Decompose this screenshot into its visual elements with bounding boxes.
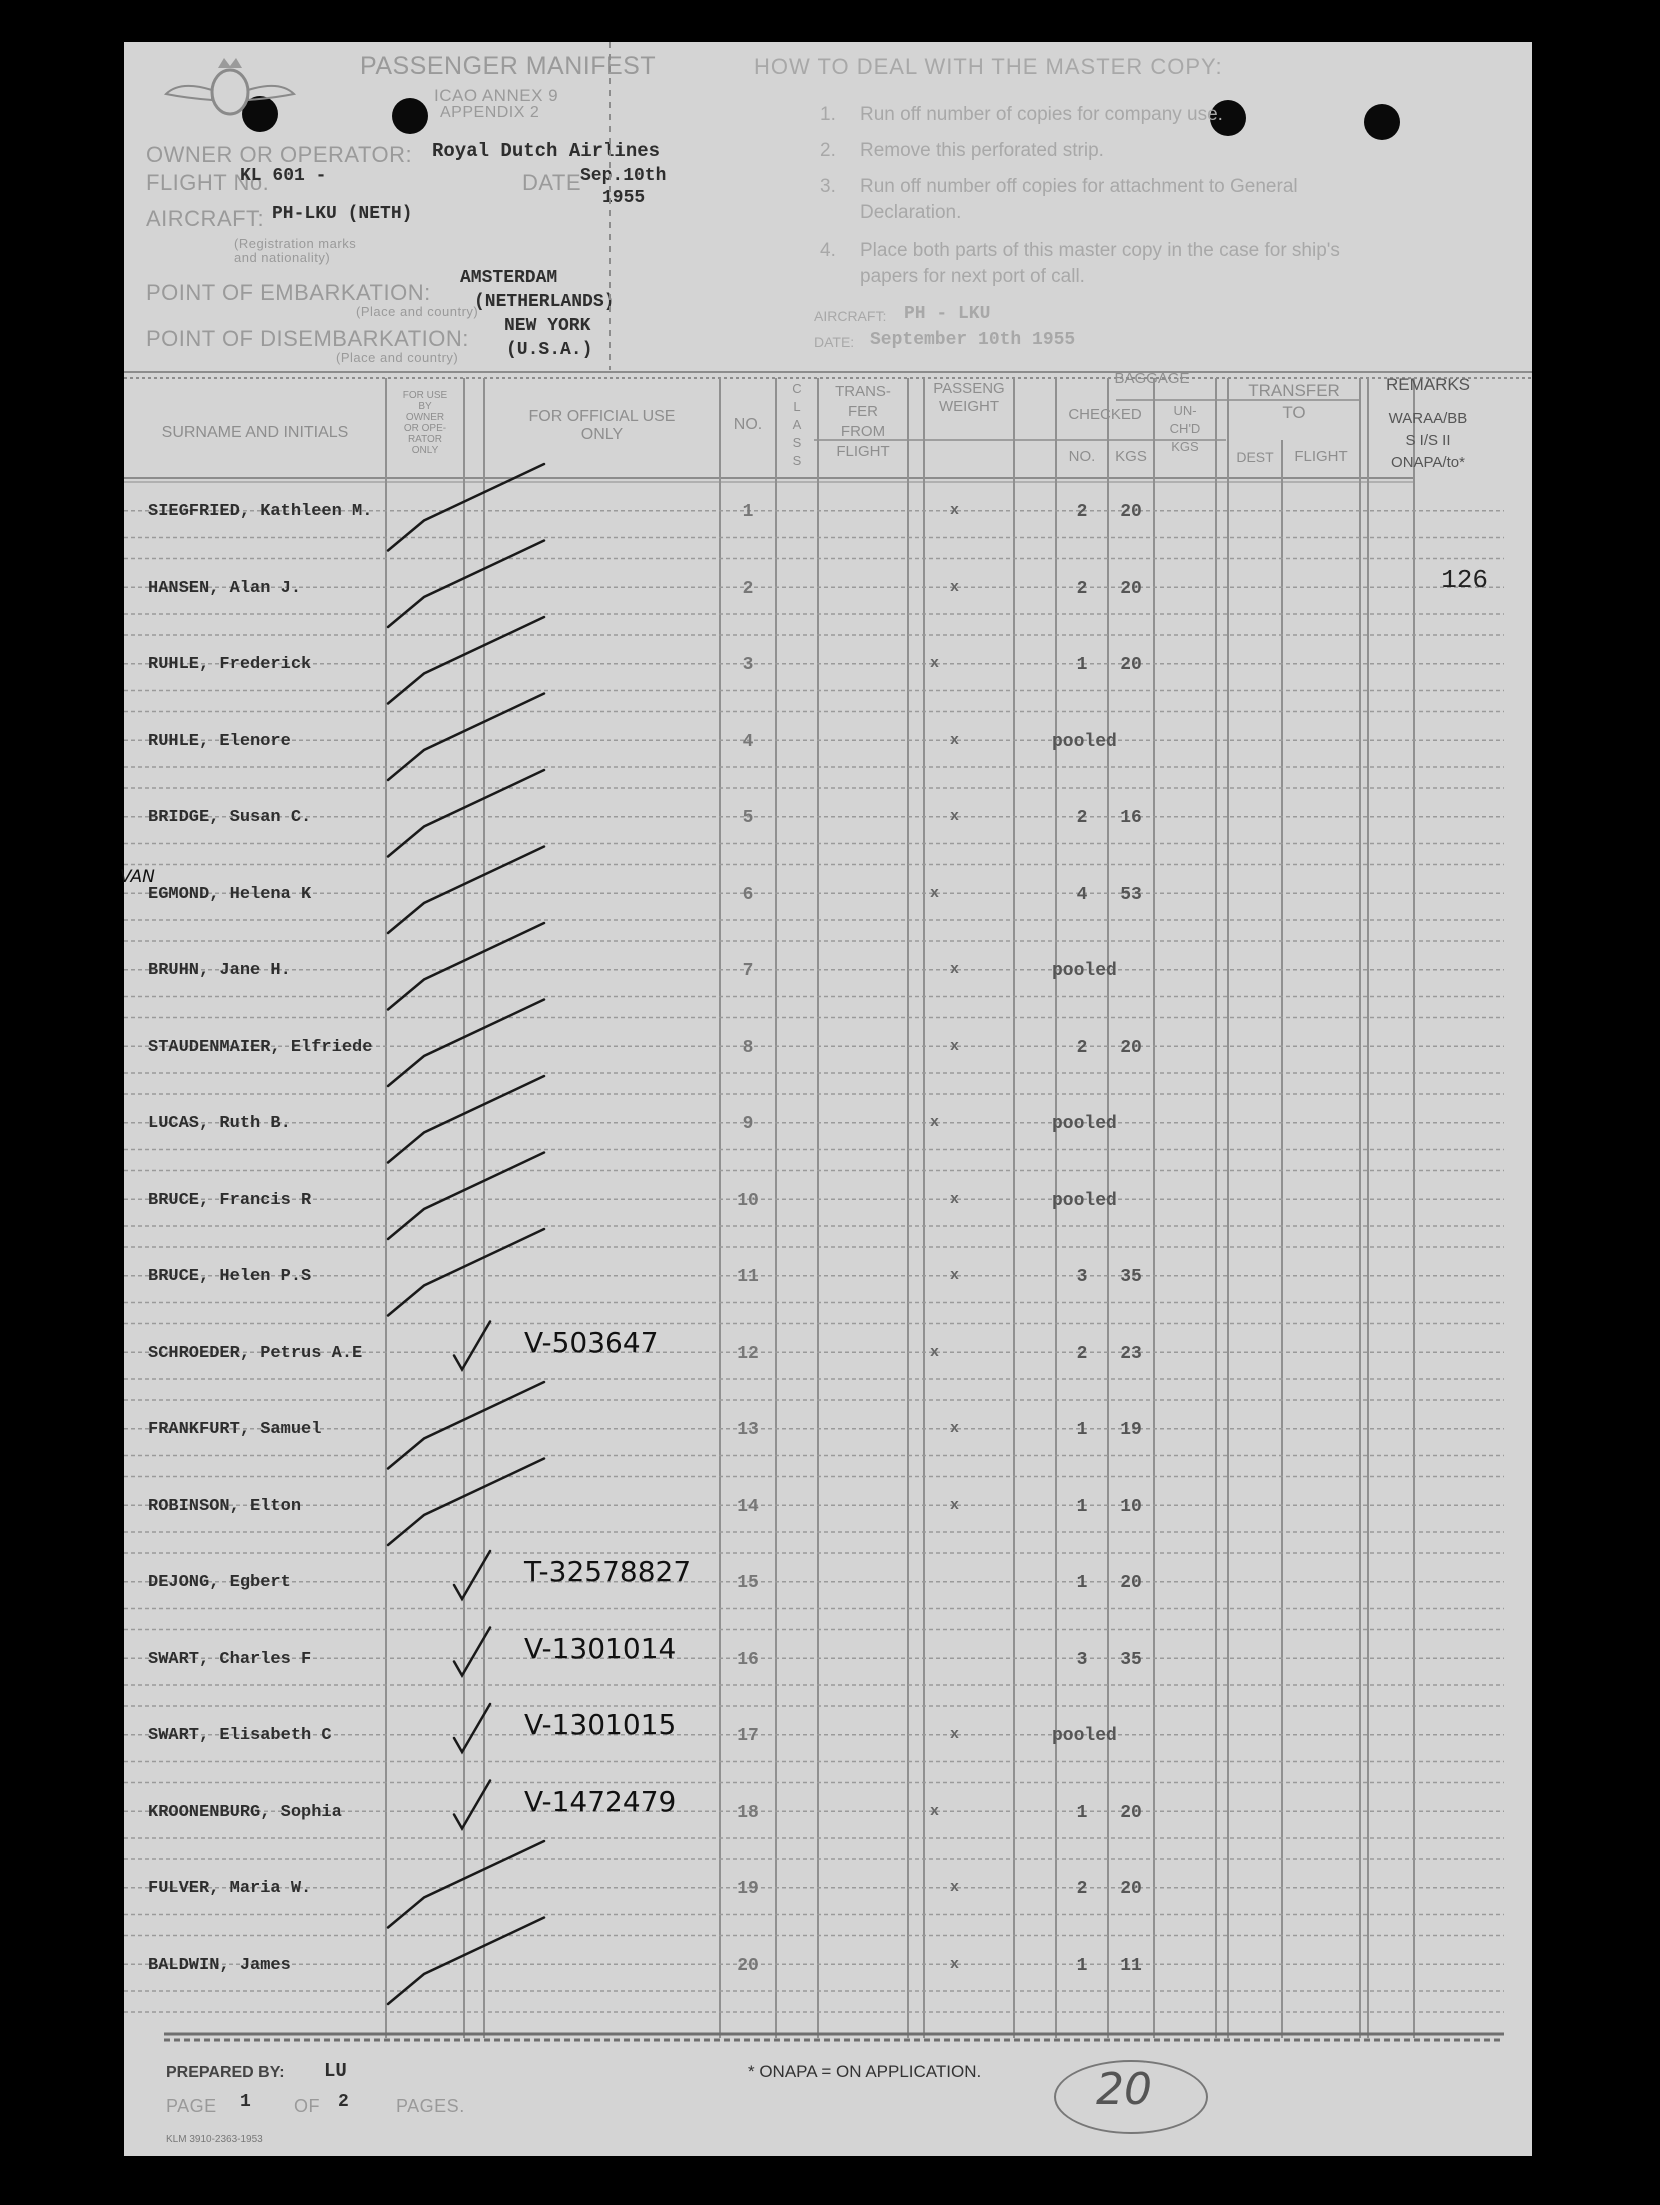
of-label: OF xyxy=(294,2096,320,2116)
instructions-aircraft-value: PH - LKU xyxy=(904,304,991,324)
header-bag-no: NO. xyxy=(1068,448,1096,465)
weight-mark: x xyxy=(950,578,960,596)
instruction-text: Run off number of copies for company use. xyxy=(860,104,1223,125)
weight-mark: x xyxy=(950,1267,960,1284)
baggage-count: 3 xyxy=(1076,1649,1088,1670)
header-line: FOR OFFICIAL USE xyxy=(528,408,676,425)
baggage-count: 2 xyxy=(1076,1037,1088,1058)
table-row xyxy=(124,484,1532,561)
baggage-pooled: pooled xyxy=(1052,731,1117,752)
table-row xyxy=(124,1173,1532,1250)
header-line: L xyxy=(793,399,801,414)
row-number: 14 xyxy=(737,1496,759,1517)
header-line: WARAA/BB xyxy=(1388,410,1468,427)
header-owner-use xyxy=(386,390,464,456)
header-kgs: KGS xyxy=(1115,448,1147,465)
header-passenger-weight xyxy=(924,380,1014,416)
date-value-1: Sep.10th xyxy=(580,166,667,186)
aircraft-label: AIRCRAFT: xyxy=(146,206,265,231)
weight-mark: x xyxy=(950,1726,960,1743)
baggage-kgs: 35 xyxy=(1120,1267,1142,1287)
header-line: TRANSFER xyxy=(1248,381,1340,400)
row-number: 15 xyxy=(737,1573,759,1593)
header-unchecked xyxy=(1154,402,1216,456)
header-line: KGS xyxy=(1171,439,1199,454)
disembark-value-1: NEW YORK xyxy=(504,316,591,336)
table-row xyxy=(120,866,1532,944)
header-line: WEIGHT xyxy=(939,398,999,415)
handwritten-id: V-503647 xyxy=(524,1325,659,1359)
instructions-date-label: DATE: xyxy=(814,334,855,350)
row-number: 16 xyxy=(737,1649,759,1670)
baggage-pooled: pooled xyxy=(1052,961,1117,981)
row-number: 19 xyxy=(737,1879,759,1899)
table-row xyxy=(124,1096,1532,1173)
weight-mark: x xyxy=(950,1879,960,1896)
header-baggage: BAGGAGE xyxy=(1114,370,1190,387)
instruction-num: 4. xyxy=(820,240,836,261)
place-note-2: (Place and country) xyxy=(336,350,459,365)
weight-mark: x xyxy=(950,1420,960,1437)
table-row xyxy=(124,561,1532,638)
passenger-name: STAUDENMAIER, Elfriede xyxy=(148,1037,373,1057)
passenger-name: RUHLE, Elenore xyxy=(148,731,291,751)
remarks-value: 126 xyxy=(1441,564,1488,595)
weight-mark: x xyxy=(950,1190,960,1208)
header-no: NO. xyxy=(733,416,763,433)
annex-line-2: APPENDIX 2 xyxy=(440,104,540,121)
passenger-name: SCHROEDER, Petrus A.E xyxy=(148,1343,363,1363)
passenger-name: EGMOND, Helena K xyxy=(148,884,312,904)
header-dest: DEST xyxy=(1236,449,1274,465)
baggage-kgs: 20 xyxy=(1120,578,1142,599)
header-line: C xyxy=(792,381,802,396)
passenger-name: ROBINSON, Elton xyxy=(148,1496,302,1516)
instruction-text: Run off number off copies for attachment to General xyxy=(860,176,1298,197)
header-surname: SURNAME AND INITIALS xyxy=(161,424,349,441)
header-line: ONAPA/to* xyxy=(1391,454,1465,471)
table-row xyxy=(124,1785,1532,1862)
weight-mark: x xyxy=(950,1037,960,1055)
page-value: 1 xyxy=(240,2092,251,2112)
passenger-name: BRIDGE, Susan C. xyxy=(148,808,312,827)
baggage-pooled: pooled xyxy=(1052,1114,1117,1134)
header-remarks: REMARKS xyxy=(1385,375,1471,394)
disembark-value-2: (U.S.A.) xyxy=(506,340,593,360)
row-number: 11 xyxy=(737,1267,759,1287)
owner-label: OWNER OR OPERATOR: xyxy=(146,142,413,167)
table-row xyxy=(124,1020,1532,1097)
passenger-name: SWART, Elisabeth C xyxy=(148,1726,332,1745)
header-line: S xyxy=(792,435,802,450)
weight-mark: x xyxy=(950,502,960,519)
header-line: FER xyxy=(848,403,878,420)
header-line: S xyxy=(792,453,802,468)
passenger-name: BRUCE, Helen P.S xyxy=(148,1267,312,1286)
row-number: 2 xyxy=(742,578,754,599)
weight-mark: x xyxy=(930,655,940,672)
baggage-count: 3 xyxy=(1076,1267,1088,1287)
baggage-count: 2 xyxy=(1076,1343,1088,1364)
baggage-count: 2 xyxy=(1076,578,1088,599)
baggage-count: 2 xyxy=(1076,502,1088,522)
baggage-count: 1 xyxy=(1076,655,1088,675)
baggage-count: 1 xyxy=(1076,1420,1088,1440)
instruction-text: Place both parts of this master copy in the case for ship's xyxy=(860,240,1340,261)
row-number: 17 xyxy=(737,1726,759,1746)
header-line: OWNER xyxy=(405,412,445,423)
header-line: TRANS- xyxy=(835,383,891,400)
baggage-kgs: 20 xyxy=(1120,1802,1142,1823)
header-class xyxy=(776,380,818,470)
header-line: FOR USE xyxy=(402,390,448,401)
table-row xyxy=(124,1938,1532,2015)
baggage-kgs: 10 xyxy=(1120,1496,1142,1517)
passenger-name: LUCAS, Ruth B. xyxy=(148,1114,291,1133)
table-row xyxy=(124,714,1532,791)
instruction-num: 1. xyxy=(820,104,836,125)
table-row xyxy=(124,1402,1532,1479)
passenger-name: HANSEN, Alan J. xyxy=(148,578,302,598)
weight-mark: x xyxy=(950,731,960,749)
header-transfer-to xyxy=(1228,380,1360,424)
header-line: UN- xyxy=(1173,403,1197,418)
baggage-count: 1 xyxy=(1076,1802,1088,1823)
passenger-name: BALDWIN, James xyxy=(148,1955,291,1975)
header-line: RATOR xyxy=(407,434,443,445)
of-value: 2 xyxy=(338,2092,349,2112)
baggage-count: 2 xyxy=(1076,1879,1088,1899)
row-number: 4 xyxy=(742,731,754,752)
weight-mark: x xyxy=(950,1496,960,1514)
baggage-kgs: 35 xyxy=(1120,1649,1142,1670)
baggage-kgs: 20 xyxy=(1120,1573,1142,1593)
row-number: 20 xyxy=(737,1955,759,1976)
passenger-name: KROONENBURG, Sophia xyxy=(148,1802,342,1822)
instructions-heading: HOW TO DEAL WITH THE MASTER COPY: xyxy=(754,54,1223,79)
table-row xyxy=(124,1326,1532,1403)
prepared-value: LU xyxy=(324,2060,347,2082)
row-number: 10 xyxy=(737,1190,759,1211)
header-line: A xyxy=(792,417,802,432)
instruction-text: papers for next port of call. xyxy=(860,266,1085,287)
instruction-text: Remove this perforated strip. xyxy=(860,140,1104,161)
baggage-kgs: 53 xyxy=(1120,884,1142,905)
embark-value-1: AMSTERDAM xyxy=(460,268,558,288)
baggage-count: 2 xyxy=(1076,808,1088,828)
table-row xyxy=(124,1708,1532,1785)
header-official-use xyxy=(484,408,720,444)
table-row xyxy=(124,1632,1532,1709)
passenger-name: RUHLE, Frederick xyxy=(148,655,312,674)
pages-label: PAGES. xyxy=(396,2096,465,2116)
table-row xyxy=(124,943,1532,1020)
header-line: OR OPE- xyxy=(403,423,447,434)
flight-label: FLIGHT No. xyxy=(146,170,270,195)
baggage-kgs: 19 xyxy=(1120,1420,1142,1440)
baggage-kgs: 20 xyxy=(1120,1879,1142,1899)
header-flight: FLIGHT xyxy=(1294,448,1348,465)
weight-mark: x xyxy=(930,884,940,902)
baggage-kgs: 20 xyxy=(1120,1037,1142,1058)
baggage-kgs: 16 xyxy=(1120,808,1142,828)
prepared-label: PREPARED BY: xyxy=(166,2064,285,2081)
weight-mark: x xyxy=(950,1955,960,1973)
handwritten-id: V-1301014 xyxy=(524,1631,677,1665)
instructions-date-value: September 10th 1955 xyxy=(870,330,1076,350)
baggage-count: 1 xyxy=(1076,1496,1088,1517)
header-line: TO xyxy=(1282,403,1306,422)
handwritten-id: V-1301015 xyxy=(524,1708,677,1741)
place-note-1: (Place and country) xyxy=(356,304,479,319)
baggage-pooled: pooled xyxy=(1052,1726,1117,1746)
header-checked: CHECKED xyxy=(1068,406,1142,423)
name-prefix: VAN xyxy=(120,866,155,887)
header-line: ONLY xyxy=(411,445,439,456)
baggage-pooled: pooled xyxy=(1052,1190,1117,1211)
passenger-name: DEJONG, Egbert xyxy=(148,1573,291,1592)
weight-mark: x xyxy=(930,1343,940,1361)
row-number: 1 xyxy=(742,502,754,522)
instruction-text: Declaration. xyxy=(860,202,962,223)
row-number: 18 xyxy=(737,1802,759,1823)
aircraft-value: PH-LKU (NETH) xyxy=(272,204,413,224)
page-label: PAGE xyxy=(166,2096,217,2116)
circled-number: 20 xyxy=(1096,2064,1152,2115)
flight-value: KL 601 - xyxy=(240,166,327,186)
form-code: KLM 3910-2363-1953 xyxy=(166,2134,263,2145)
passenger-name: SWART, Charles F xyxy=(148,1649,312,1669)
header-transfer-from xyxy=(818,382,908,462)
baggage-count: 4 xyxy=(1076,884,1088,905)
form-title: PASSENGER MANIFEST xyxy=(360,52,657,80)
passenger-name: BRUHN, Jane H. xyxy=(148,961,291,980)
passenger-name: SIEGFRIED, Kathleen M. xyxy=(148,502,373,521)
weight-mark: x xyxy=(950,808,960,825)
row-number: 5 xyxy=(742,808,754,828)
row-number: 9 xyxy=(742,1114,754,1134)
row-number: 7 xyxy=(742,961,754,981)
owner-value: Royal Dutch Airlines xyxy=(432,140,661,162)
row-number: 8 xyxy=(742,1037,754,1058)
weight-mark: x xyxy=(930,1114,940,1131)
handwritten-id: V-1472479 xyxy=(524,1784,677,1818)
header-remarks-sub xyxy=(1368,408,1488,474)
header-line: S I/S II xyxy=(1405,432,1451,449)
registration-note-2: and nationality) xyxy=(234,250,331,265)
embark-label: POINT OF EMBARKATION: xyxy=(146,280,431,305)
header-line: FLIGHT xyxy=(836,443,890,460)
table-row xyxy=(124,1249,1532,1326)
table-row xyxy=(124,790,1532,867)
weight-mark: x xyxy=(950,961,960,978)
instruction-num: 3. xyxy=(820,176,836,197)
table-row xyxy=(124,1555,1532,1632)
baggage-count: 1 xyxy=(1076,1573,1088,1593)
annex-line-1: ICAO ANNEX 9 xyxy=(434,86,559,105)
onapa-note: * ONAPA = ON APPLICATION. xyxy=(748,2062,982,2081)
table-row xyxy=(124,637,1532,714)
registration-note-1: (Registration marks xyxy=(234,236,357,251)
date-value-2: 1955 xyxy=(602,188,646,208)
baggage-kgs: 20 xyxy=(1120,502,1142,522)
date-label: DATE xyxy=(522,170,582,195)
handwritten-id: T-32578827 xyxy=(524,1555,692,1588)
row-number: 12 xyxy=(737,1343,759,1364)
table-row xyxy=(124,1479,1532,1556)
instruction-num: 2. xyxy=(820,140,836,161)
passenger-name: BRUCE, Francis R xyxy=(148,1190,312,1210)
instructions-aircraft-label: AIRCRAFT: xyxy=(814,308,887,324)
header-line: PASSENG xyxy=(933,380,1005,397)
weight-mark: x xyxy=(930,1802,940,1820)
manifest-sheet xyxy=(120,42,1532,2156)
header-line: CH'D xyxy=(1169,421,1201,436)
baggage-kgs: 23 xyxy=(1120,1343,1142,1364)
baggage-kgs: 20 xyxy=(1120,655,1142,675)
table-row xyxy=(124,1861,1532,1938)
row-number: 3 xyxy=(742,655,754,675)
baggage-kgs: 11 xyxy=(1120,1955,1142,1976)
header-line: FROM xyxy=(840,423,886,440)
header-line: ONLY xyxy=(580,426,624,443)
embark-value-2: (NETHERLANDS) xyxy=(474,292,615,312)
row-number: 13 xyxy=(737,1420,759,1440)
passenger-name: FRANKFURT, Samuel xyxy=(148,1420,322,1439)
passenger-name: FULVER, Maria W. xyxy=(148,1879,312,1898)
baggage-count: 1 xyxy=(1076,1955,1088,1976)
disembark-label: POINT OF DISEMBARKATION: xyxy=(146,326,469,351)
header-line: BY xyxy=(418,401,432,412)
row-number: 6 xyxy=(742,884,754,905)
